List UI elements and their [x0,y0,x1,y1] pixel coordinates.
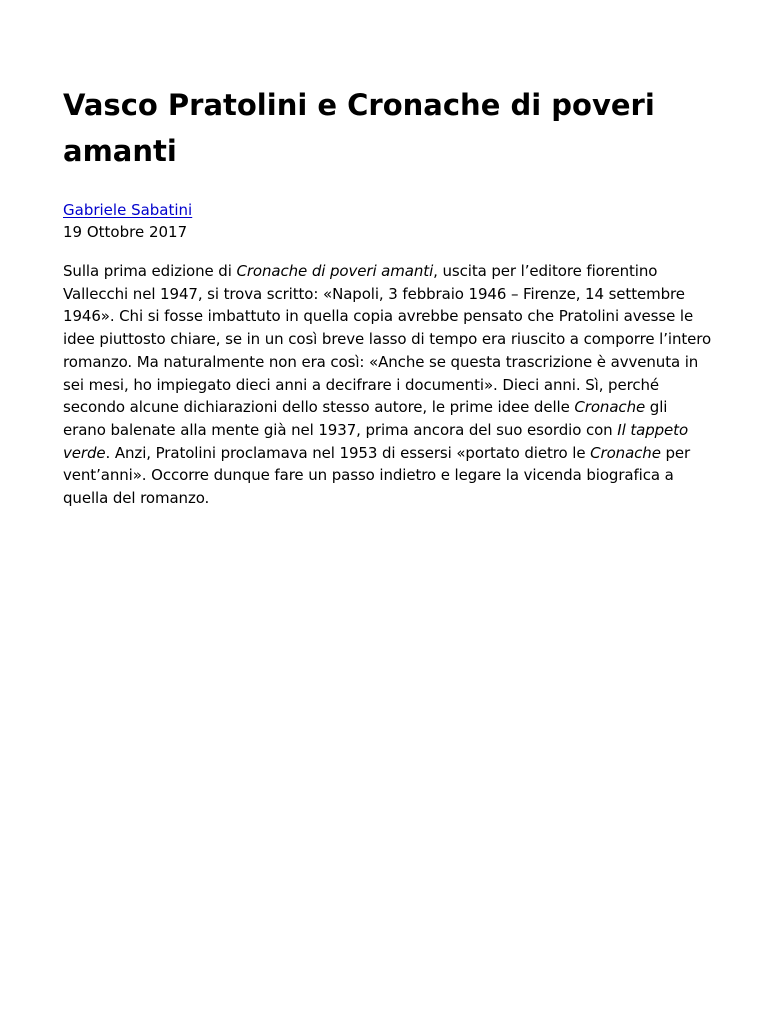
book-title-italic: Cronache di poveri amanti [236,262,434,280]
author-link[interactable]: Gabriele Sabatini [63,201,193,219]
book-title-italic: Cronache [574,398,646,417]
book-title-italic: Cronache [590,443,661,462]
paragraph-text: Sulla prima edizione di [63,262,237,280]
article-title: Vasco Pratolini e Cronache di poveri amanti [63,88,655,168]
paragraph-text: gli erano balenate alla mente già nel 1937, prima ancora del suo esordio con [63,398,668,439]
publish-date: 19 Ottobre 2017 [63,223,188,241]
article-paragraph [63,260,713,510]
paragraph-text: , uscita per l’editore fiorentino Vallecchi nel 1947, si trova scritto: «Napoli, 3 febbraio 1946 – Firenze, 14 settembre 1946». Chi si fosse imbattuto in quella copia avrebbe pensato che Pratolini avesse le idee piuttosto chiare, se in un così breve lasso di tempo era riuscito a comporre l’intero romanzo. Ma naturalmente non era così: «Anche se questa trascrizione è avvenuta in sei mesi, ho impiegato dieci anni a decifrare i documenti». Dieci anni. Sì, perché secondo alcune dichiarazioni dello stesso autore, le prime idee delle [63,262,712,417]
paragraph-text: . Anzi, Pratolini proclamava nel 1953 di essersi «portato dietro le [105,443,591,462]
article [63,82,713,510]
paragraph-text: per vent’anni». Occorre dunque fare un passo indietro e legare la vicenda biografica a quella del romanzo. [63,443,691,508]
book-title-italic: Il tappeto verde [63,420,689,462]
article-meta [63,199,713,243]
